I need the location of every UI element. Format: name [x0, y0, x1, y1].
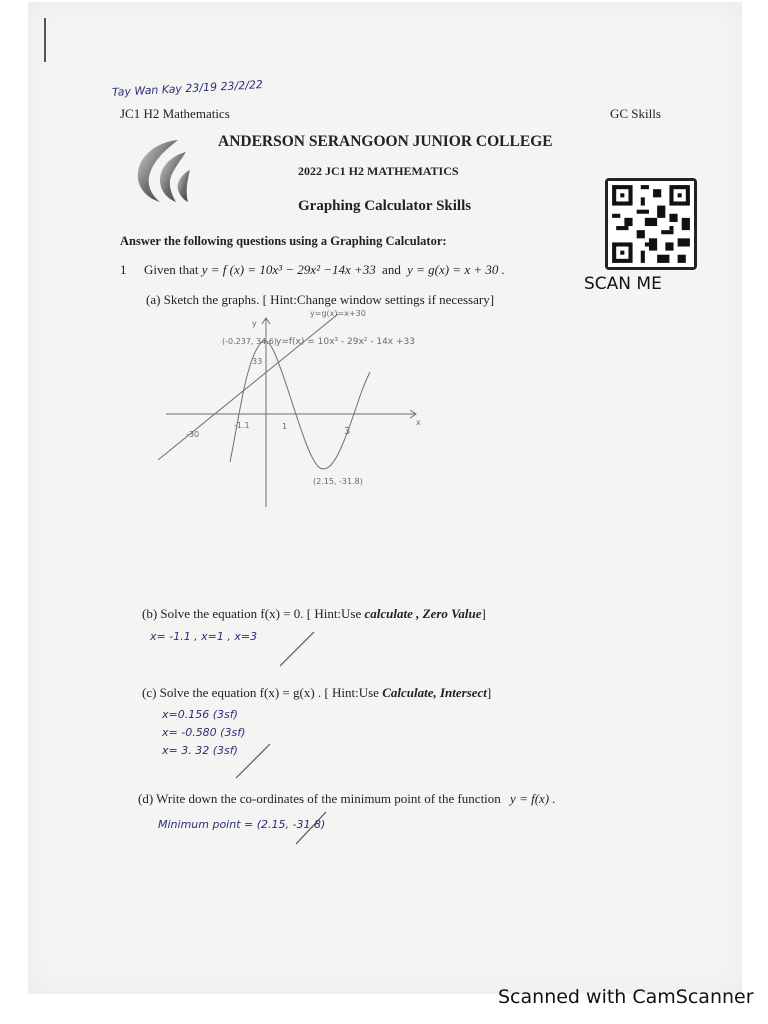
label-x: x [416, 418, 421, 427]
college-logo [126, 136, 196, 208]
label-min: (2.15, -31.8) [313, 477, 363, 486]
given-prefix: Given that [144, 262, 199, 277]
part-c-answer-2: x= -0.580 (3sf) [162, 726, 246, 739]
and-text: and [382, 262, 401, 277]
part-c-suffix: ] [486, 685, 492, 700]
paper-sheet [28, 2, 742, 994]
part-b-suffix: ] [481, 606, 486, 621]
check-mark-d [294, 808, 330, 848]
f-curve [230, 341, 370, 469]
instructions: Answer the following questions using a Graphing Calculator: [120, 234, 447, 248]
qr-code[interactable] [605, 178, 697, 270]
part-c-hint: Calculate, Intersect [382, 685, 487, 700]
label-root-neg: -1.1 [234, 421, 250, 430]
part-a-text: (a) Sketch the graphs. [ Hint:Change window settings if necessary] [146, 292, 495, 307]
part-b-text [142, 606, 486, 622]
part-c-answer-1: x=0.156 (3sf) [162, 708, 238, 721]
part-b-answer: x= -1.1 , x=1 , x=3 [150, 630, 258, 643]
sketch [148, 302, 438, 517]
label-max: (-0.237, 34.6) [222, 337, 277, 346]
qr-caption: SCAN ME [584, 274, 662, 294]
question-number: 1 [120, 262, 127, 277]
g-expression: y = g(x) = x + 30 . [407, 262, 505, 277]
label-y: y [252, 319, 257, 328]
part-c-answer-3: x= 3. 32 (3sf) [162, 744, 238, 757]
g-line [158, 314, 338, 460]
part-b-hint: calculate , Zero Value [364, 606, 482, 621]
question-given [144, 262, 505, 278]
part-d-text [138, 791, 556, 807]
exam-title: 2022 JC1 H2 MATHEMATICS [298, 164, 459, 178]
label-f: y=f(x) = 10x³ - 29x² - 14x +33 [276, 337, 415, 347]
handwritten-name: Tay Wan Kay 23/19 23/2/22 [111, 78, 264, 99]
part-d-func: y = f(x) . [510, 791, 556, 806]
f-expression: y = f (x) = 10x³ − 29x² −14x +33 [201, 262, 376, 277]
topic-title: Graphing Calculator Skills [298, 198, 472, 214]
part-c-prefix: (c) Solve the equation f(x) = g(x) . [ Hint:Use [142, 685, 379, 700]
check-mark-c [234, 740, 274, 782]
label-neg30: -30 [186, 430, 200, 439]
college-name: ANDERSON SERANGOON JUNIOR COLLEGE [218, 133, 553, 150]
label-33: 33 [252, 357, 263, 366]
label-root-3: 3 [344, 426, 351, 437]
part-d-prefix: (d) Write down the co-ordinates of the minimum point of the function [138, 791, 501, 806]
margin-mark [44, 18, 46, 62]
part-d-answer: Minimum point = (2.15, -31.8) [158, 818, 326, 831]
scanner-watermark: Scanned with CamScanner [498, 986, 754, 1008]
label-g: y=g(x)=x+30 [310, 309, 366, 318]
course-right: GC Skills [610, 106, 661, 121]
part-c-text [142, 685, 491, 701]
part-b-prefix: (b) Solve the equation f(x) = 0. [ Hint:Use [142, 606, 362, 621]
check-mark-b [278, 628, 318, 670]
course-left: JC1 H2 Mathematics [120, 106, 230, 121]
label-root-1: 1 [282, 422, 288, 431]
